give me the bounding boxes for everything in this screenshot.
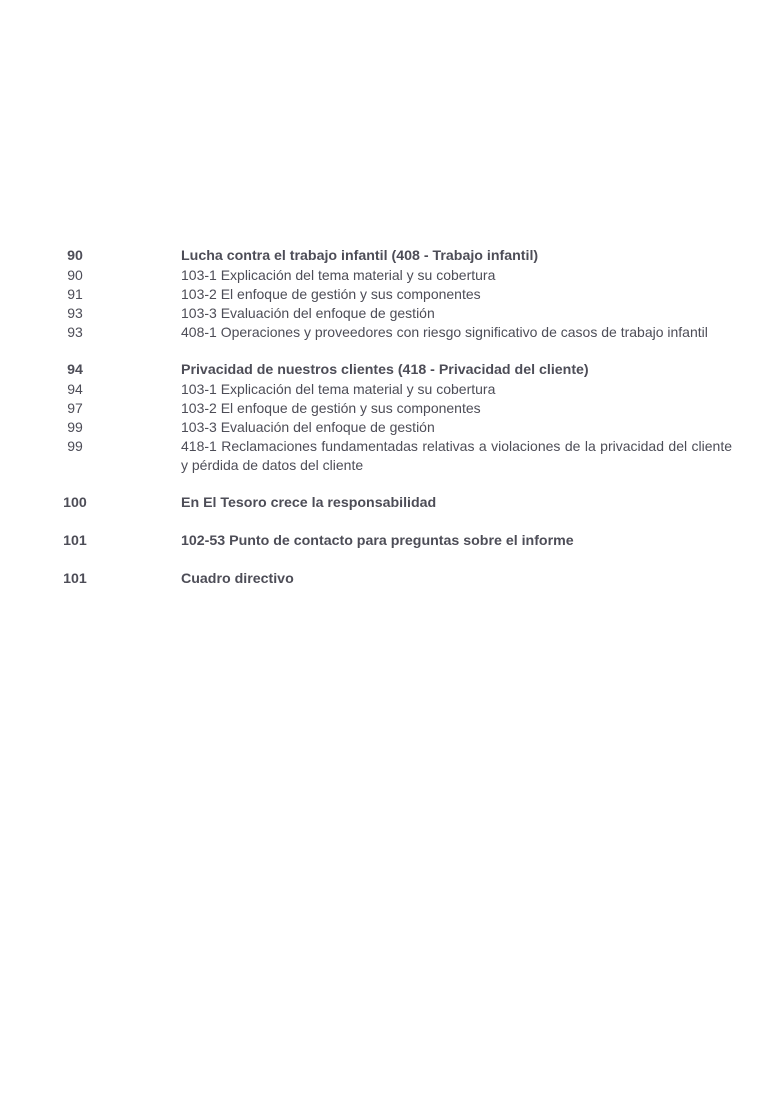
page-number: 101 [63,571,87,587]
toc-section-child-labor [0,247,780,342]
heading-title: En El Tesoro crece la responsabilidad [181,495,437,511]
page-number: 90 [67,267,83,283]
toc-heading[interactable] [0,494,780,513]
toc-item[interactable] [0,399,780,418]
heading-title: Privacidad de nuestros clientes (418 - Privacidad del cliente) [181,362,589,378]
toc-heading[interactable] [0,247,780,266]
page-number: 94 [67,381,83,397]
toc-heading[interactable] [0,532,780,551]
item-text: 408-1 Operaciones y proveedores con riesgo significativo de casos de trabajo infantil [181,324,708,340]
toc-item[interactable] [0,285,780,304]
heading-title: Cuadro directivo [181,571,294,587]
toc-section-contact-point [0,532,780,551]
toc-item[interactable] [0,304,780,323]
toc-item[interactable] [0,266,780,285]
page-number: 101 [63,533,87,549]
toc-item[interactable] [0,323,780,342]
toc-section-responsibility [0,494,780,513]
item-text: 103-1 Explicación del tema material y su cobertura [181,381,496,397]
item-text: 103-2 El enfoque de gestión y sus componentes [181,286,481,302]
page-number: 99 [67,438,83,454]
item-text: 103-1 Explicación del tema material y su cobertura [181,267,496,283]
page-number: 91 [67,286,83,302]
item-text: 103-3 Evaluación del enfoque de gestión [181,419,435,435]
page-number: 93 [67,324,83,340]
toc-heading[interactable] [0,361,780,380]
page-number: 93 [67,305,83,321]
toc-item[interactable] [0,437,780,475]
toc-item[interactable] [0,380,780,399]
page-number: 100 [63,495,87,511]
toc-section-customer-privacy [0,361,780,475]
item-text: 103-3 Evaluación del enfoque de gestión [181,305,435,321]
page-number: 90 [67,248,83,264]
page-number: 94 [67,362,83,378]
page-number: 97 [67,400,83,416]
toc-section-board [0,570,780,589]
toc-item[interactable] [0,418,780,437]
toc-heading[interactable] [0,570,780,589]
item-text: 418-1 Reclamaciones fundamentadas relativas a violaciones de la privacidad del cliente y pérdida de datos del cliente [181,438,732,473]
table-of-contents [0,247,780,608]
page-number: 99 [67,419,83,435]
heading-title: 102-53 Punto de contacto para preguntas sobre el informe [181,533,574,549]
heading-title: Lucha contra el trabajo infantil (408 - Trabajo infantil) [181,248,539,264]
item-text: 103-2 El enfoque de gestión y sus componentes [181,400,481,416]
